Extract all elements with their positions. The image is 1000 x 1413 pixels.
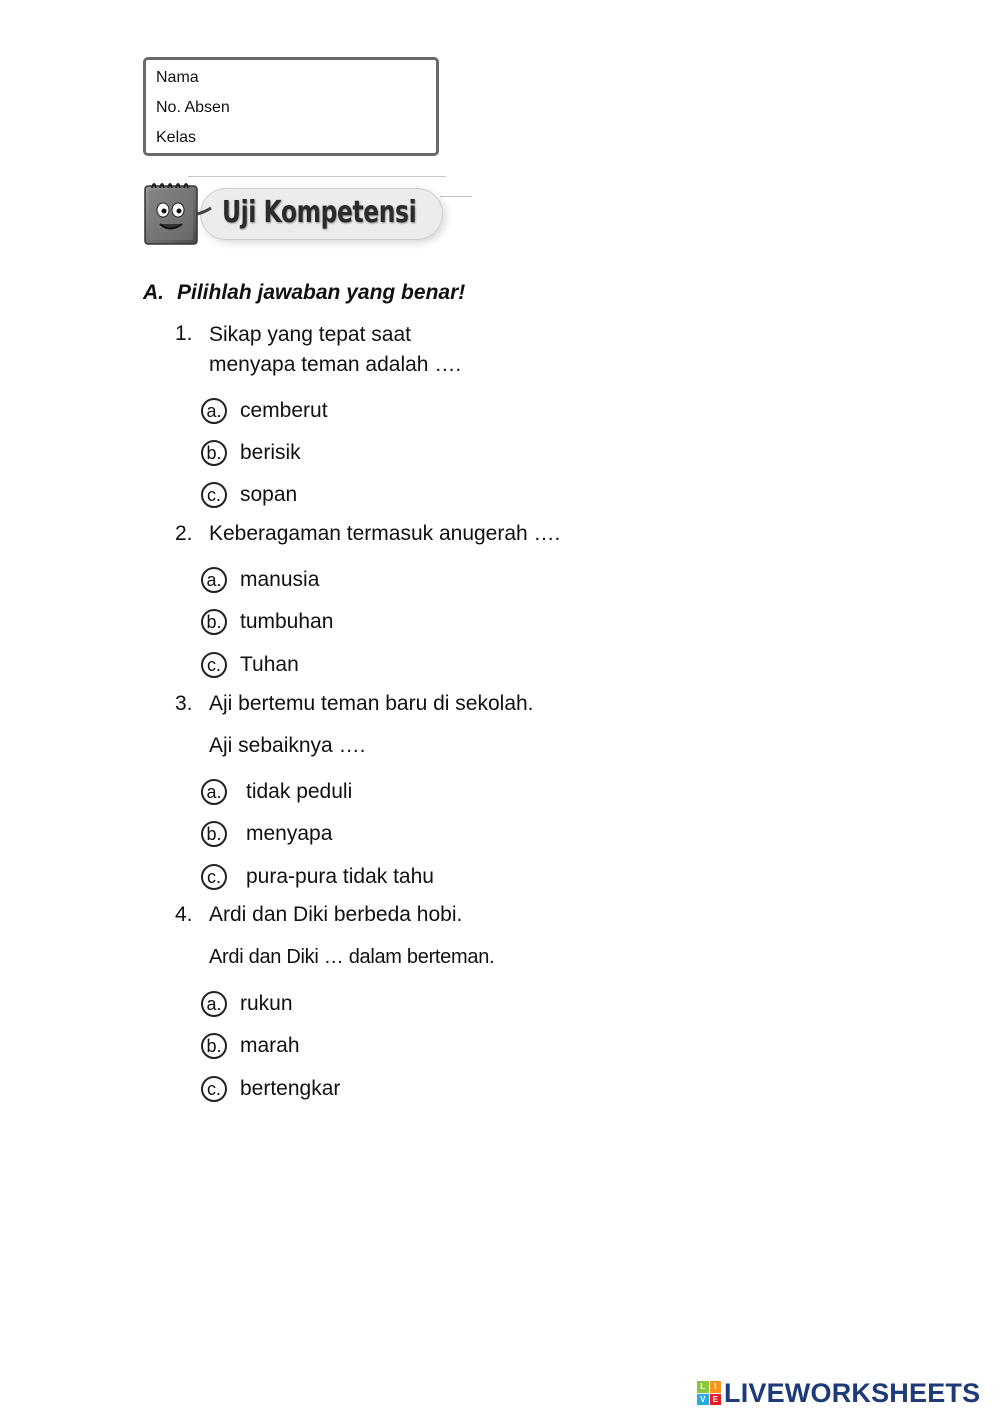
section-number: A. — [143, 281, 164, 304]
question-line: Keberagaman termasuk anugerah …. — [209, 522, 561, 545]
liveworksheets-brand-text: LIVEWORKSHEETS — [724, 1377, 981, 1408]
option-text: tidak peduli — [246, 780, 353, 803]
question-3-option-a[interactable] — [201, 777, 352, 807]
name-label: Nama — [156, 69, 199, 86]
option-text: pura-pura tidak tahu — [246, 865, 434, 888]
question-1-option-c[interactable] — [201, 480, 297, 510]
question-2-option-b[interactable] — [201, 607, 333, 637]
option-letter-circle: b. — [201, 609, 227, 635]
banner-title: Uji Kompetensi — [222, 195, 417, 230]
option-text: marah — [240, 1034, 300, 1057]
option-letter-circle: c. — [201, 1076, 227, 1102]
question-4-number: 4. — [175, 903, 193, 926]
option-text: menyapa — [246, 822, 333, 845]
question-1-number: 1. — [175, 322, 193, 345]
question-2-option-a[interactable] — [201, 565, 319, 595]
option-letter-circle: c. — [201, 864, 227, 890]
question-2-option-c[interactable] — [201, 650, 299, 680]
question-1-text — [209, 320, 461, 380]
option-letter-circle: c. — [201, 482, 227, 508]
question-2-number: 2. — [175, 522, 193, 545]
option-letter-circle: a. — [201, 779, 227, 805]
competency-banner — [140, 176, 475, 250]
absence-number-label: No. Absen — [156, 99, 230, 116]
option-text: rukun — [240, 992, 293, 1015]
notebook-mascot-icon — [140, 176, 218, 248]
question-line: Ardi dan Diki berbeda hobi. — [209, 903, 463, 926]
question-2-text — [209, 519, 560, 549]
class-label: Kelas — [156, 129, 197, 146]
question-3-option-b[interactable] — [201, 819, 332, 849]
option-letter-circle: a. — [201, 991, 227, 1017]
question-1-option-b[interactable] — [201, 438, 301, 468]
option-letter-circle: b. — [201, 821, 227, 847]
option-letter-circle: c. — [201, 652, 227, 678]
option-letter-circle: a. — [201, 567, 227, 593]
student-identity-box — [143, 57, 439, 156]
option-text: tumbuhan — [240, 610, 334, 633]
question-line: Aji bertemu teman baru di sekolah. — [209, 692, 534, 715]
option-text: sopan — [240, 483, 298, 506]
option-letter-circle: b. — [201, 440, 227, 466]
question-1-option-a[interactable] — [201, 396, 328, 426]
liveworksheets-logo[interactable] — [697, 1376, 980, 1410]
liveworksheets-logo-icon: L I V E — [697, 1381, 721, 1405]
section-heading — [143, 281, 465, 305]
section-instruction: Pilihlah jawaban yang benar! — [177, 281, 466, 304]
question-line: menyapa teman adalah …. — [209, 353, 462, 376]
question-3-text — [209, 689, 534, 761]
question-4-option-c[interactable] — [201, 1074, 340, 1104]
question-3-option-c[interactable] — [201, 862, 434, 892]
question-4-text — [209, 900, 494, 972]
option-text: cemberut — [240, 399, 328, 422]
question-4-option-b[interactable] — [201, 1031, 300, 1061]
option-text: manusia — [240, 568, 320, 591]
question-3-number: 3. — [175, 692, 193, 715]
question-line: Ardi dan Diki … dalam berteman. — [209, 946, 495, 968]
option-text: Tuhan — [240, 653, 299, 676]
question-line: Sikap yang tepat saat — [209, 323, 411, 346]
option-text: berisik — [240, 441, 301, 464]
question-4-option-a[interactable] — [201, 989, 293, 1019]
option-letter-circle: a. — [201, 398, 227, 424]
option-text: bertengkar — [240, 1077, 341, 1100]
question-line: Aji sebaiknya …. — [209, 734, 366, 757]
option-letter-circle: b. — [201, 1033, 227, 1059]
